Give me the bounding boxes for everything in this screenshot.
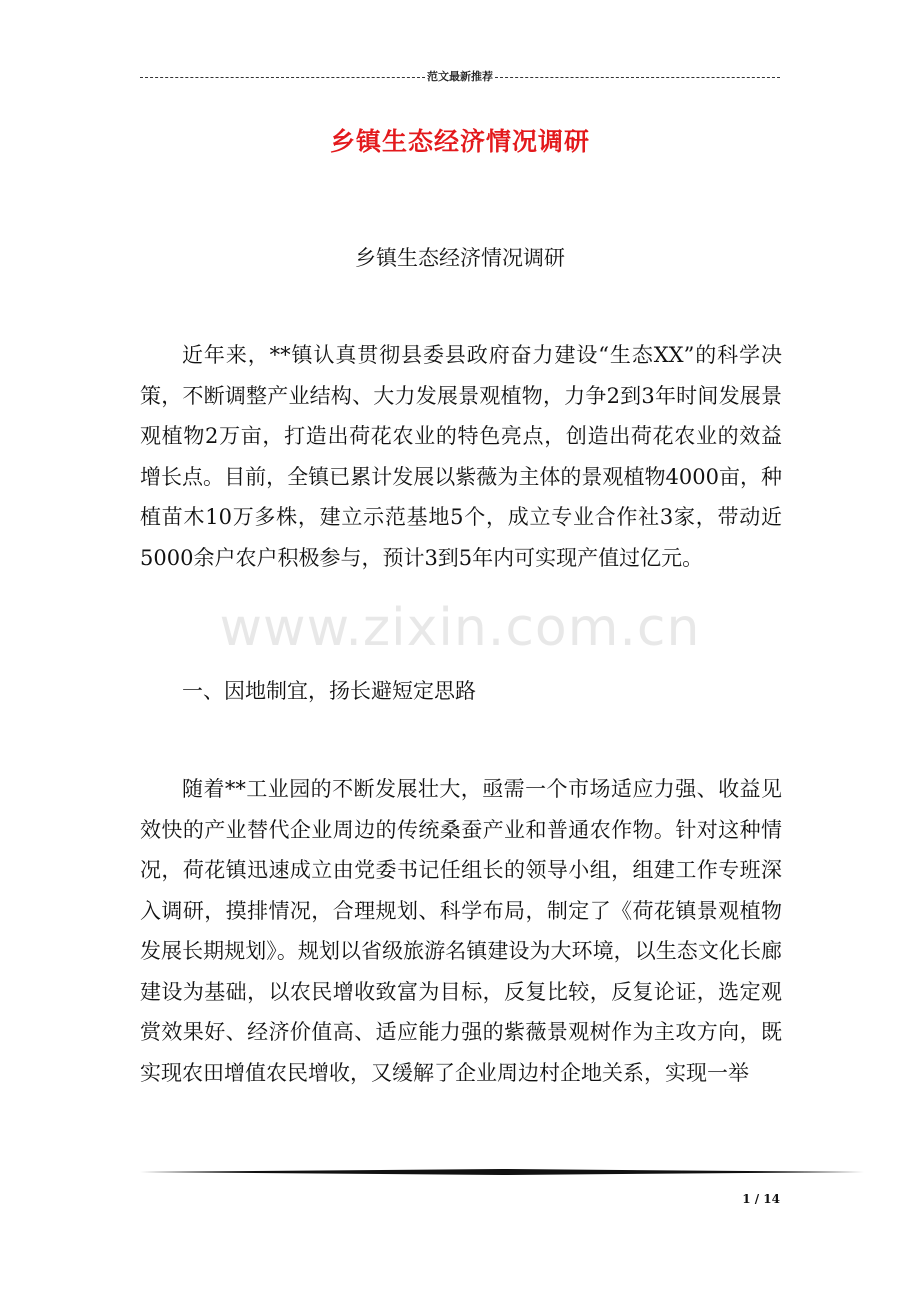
body-paragraph-1: 近年来，**镇认真贯彻县委县政府奋力建设“生态XX”的科学决策，不断调整产业结构、大力发展景观植物，力争2到3年时间发展景观植物2万亩，打造出荷花农业的特色亮点，创造出荷花农业的效益增长点。目前，全镇已累计发展以紫薇为主体的景观植物4000亩，种植苗木10万多株，建立示范基地5个，成立专业合作社3家，带动近5000余户农户积极参与，预计3到5年内可实现产值过亿元。 <box>140 343 782 570</box>
document-subtitle: 乡镇生态经济情况调研 <box>355 246 565 270</box>
header-dashed-line-right <box>495 77 780 78</box>
header-dashed-line-left <box>140 77 425 78</box>
document-title: 乡镇生态经济情况调研 <box>329 127 590 156</box>
page-number: 1 / 14 <box>742 1192 780 1206</box>
section-heading-1: 一、因地制宜，扬长避短定思路 <box>182 679 476 703</box>
watermark: www.zixin.com.cn <box>219 598 701 658</box>
body-paragraph-2: 随着**工业园的不断发展壮大，亟需一个市场适应力强、收益见效快的产业替代企业周边的传统桑蚕产业和普通农作物。针对这种情况，荷花镇迅速成立由党委书记任组长的领导小组，组建工作专班深入调研，摸排情况，合理规划、科学布局，制定了《荷花镇景观植物发展长期规划》。规划以省级旅游名镇建设为大环境，以生态文化长廊建设为基础，以农民增收致富为目标，反复比较，反复论证，选定观赏效果好、经济价值高、适应能力强的紫薇景观树作为主攻方向，既实现农田增值农民增收，又缓解了企业周边村企地关系，实现一举 <box>140 777 782 1085</box>
header-banner <box>140 68 780 84</box>
footer-rule <box>140 1168 864 1176</box>
header-banner-text: 范文最新推荐 <box>427 70 493 83</box>
